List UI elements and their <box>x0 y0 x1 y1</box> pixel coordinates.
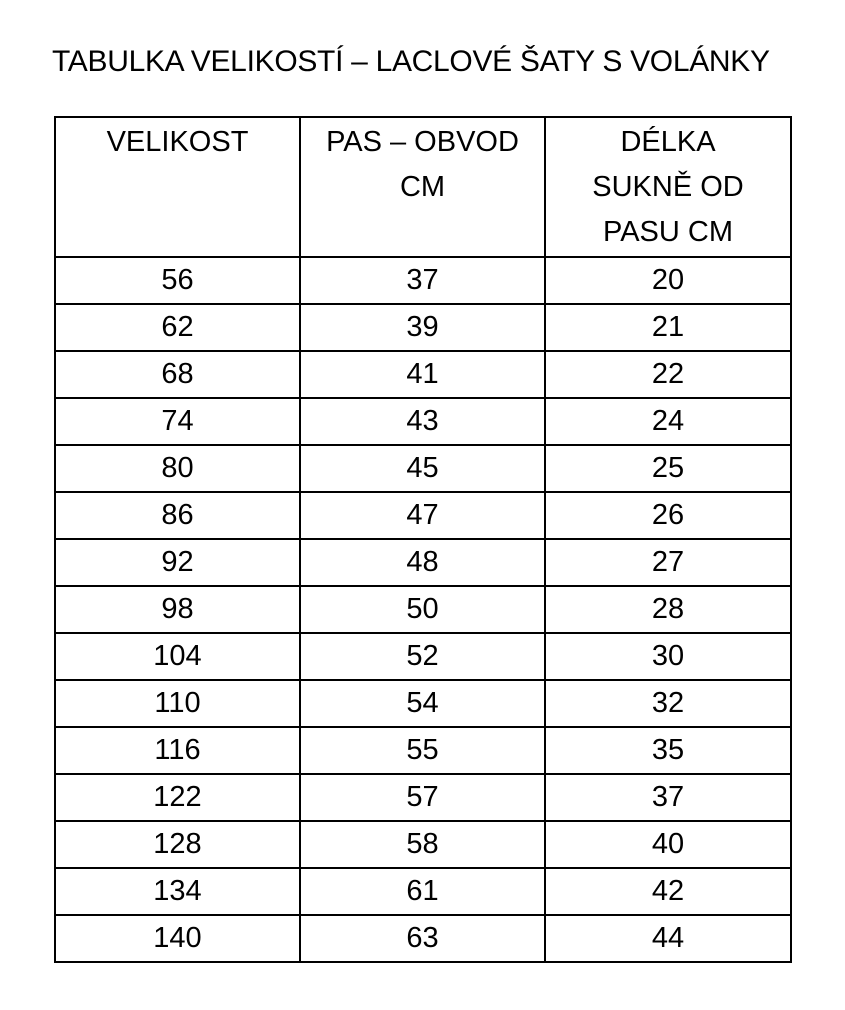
table-row <box>55 633 791 680</box>
cell-skirt-length: 32 <box>545 680 791 727</box>
header-waist <box>300 117 545 257</box>
table-row <box>55 680 791 727</box>
cell-skirt-length: 44 <box>545 915 791 962</box>
cell-skirt-length: 25 <box>545 445 791 492</box>
cell-size: 122 <box>55 774 300 821</box>
cell-waist: 48 <box>300 539 545 586</box>
cell-skirt-length: 27 <box>545 539 791 586</box>
cell-size: 134 <box>55 868 300 915</box>
cell-waist: 39 <box>300 304 545 351</box>
cell-skirt-length: 30 <box>545 633 791 680</box>
cell-size: 74 <box>55 398 300 445</box>
cell-size: 128 <box>55 821 300 868</box>
table-row <box>55 727 791 774</box>
cell-size: 98 <box>55 586 300 633</box>
header-waist-line: PAS – OBVOD <box>326 126 519 158</box>
table-row <box>55 257 791 304</box>
table-row <box>55 586 791 633</box>
cell-waist: 61 <box>300 868 545 915</box>
cell-size: 110 <box>55 680 300 727</box>
cell-size: 116 <box>55 727 300 774</box>
header-size-line: VELIKOST <box>106 126 249 158</box>
header-skirt-length-line: PASU CM <box>603 216 733 248</box>
header-skirt-length <box>545 117 791 257</box>
cell-waist: 50 <box>300 586 545 633</box>
cell-skirt-length: 42 <box>545 868 791 915</box>
cell-size: 68 <box>55 351 300 398</box>
header-waist-line: CM <box>399 171 446 203</box>
cell-skirt-length: 24 <box>545 398 791 445</box>
cell-skirt-length: 21 <box>545 304 791 351</box>
header-skirt-length-line: SUKNĚ OD <box>592 171 744 203</box>
cell-skirt-length: 26 <box>545 492 791 539</box>
size-table <box>54 116 792 963</box>
cell-waist: 55 <box>300 727 545 774</box>
cell-size: 56 <box>55 257 300 304</box>
cell-waist: 63 <box>300 915 545 962</box>
cell-skirt-length: 37 <box>545 774 791 821</box>
cell-waist: 37 <box>300 257 545 304</box>
cell-size: 104 <box>55 633 300 680</box>
cell-waist: 57 <box>300 774 545 821</box>
table-row <box>55 492 791 539</box>
table-row <box>55 774 791 821</box>
cell-skirt-length: 28 <box>545 586 791 633</box>
cell-skirt-length: 40 <box>545 821 791 868</box>
table-row <box>55 304 791 351</box>
header-skirt-length-line: DÉLKA <box>620 126 716 158</box>
cell-skirt-length: 20 <box>545 257 791 304</box>
table-row <box>55 868 791 915</box>
cell-size: 80 <box>55 445 300 492</box>
cell-skirt-length: 22 <box>545 351 791 398</box>
cell-waist: 54 <box>300 680 545 727</box>
header-size <box>55 117 300 257</box>
table-row <box>55 398 791 445</box>
cell-waist: 58 <box>300 821 545 868</box>
cell-skirt-length: 35 <box>545 727 791 774</box>
cell-size: 140 <box>55 915 300 962</box>
cell-size: 62 <box>55 304 300 351</box>
table-row <box>55 351 791 398</box>
cell-waist: 52 <box>300 633 545 680</box>
table-row <box>55 445 791 492</box>
cell-size: 92 <box>55 539 300 586</box>
cell-waist: 43 <box>300 398 545 445</box>
table-row <box>55 821 791 868</box>
cell-waist: 47 <box>300 492 545 539</box>
cell-size: 86 <box>55 492 300 539</box>
cell-waist: 45 <box>300 445 545 492</box>
table-body <box>55 257 791 962</box>
cell-waist: 41 <box>300 351 545 398</box>
table-row <box>55 539 791 586</box>
table-row <box>55 915 791 962</box>
table-header-row <box>55 117 791 257</box>
page-title: TABULKA VELIKOSTÍ – LACLOVÉ ŠATY S VOLÁNKY <box>52 45 770 78</box>
